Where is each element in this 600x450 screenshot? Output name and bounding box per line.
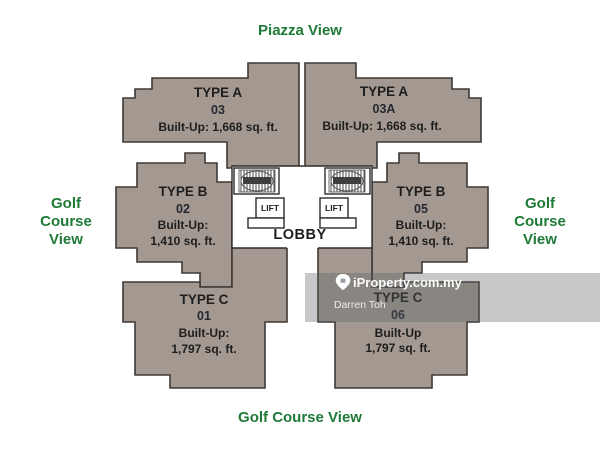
iproperty-pin-house-icon [341, 279, 346, 283]
view-label-left-line2: Course [40, 213, 92, 230]
lobby-label: LOBBY [273, 227, 327, 243]
unit-a03a-type: TYPE A [359, 84, 409, 99]
unit-c06-builtup-label: Built-Up [374, 326, 422, 340]
view-label-left-line1: Golf [51, 195, 81, 212]
lobby-core [232, 166, 372, 248]
unit-b05-type: TYPE B [396, 184, 446, 199]
unit-b05 [372, 153, 488, 287]
unit-c06-builtup-value: 1,797 sq. ft. [365, 341, 431, 355]
unit-b05-builtup-label: Built-Up: [395, 218, 447, 232]
unit-b02 [116, 153, 232, 287]
view-label-top: Piazza View [258, 22, 342, 39]
unit-a03-builtup: Built-Up: 1,668 sq. ft. [158, 120, 278, 134]
watermark [305, 273, 600, 322]
watermark-brand: iProperty.com.my [353, 275, 462, 290]
unit-b02-number: 02 [176, 202, 190, 216]
unit-b05-number: 05 [414, 202, 428, 216]
lift-left-label: LIFT [261, 203, 279, 213]
unit-a03a-number: 03A [372, 102, 396, 116]
stairwell-right [325, 168, 370, 194]
watermark-agent: Darren Toh [334, 299, 386, 311]
unit-b02-builtup-label: Built-Up: [157, 218, 209, 232]
stairwell-left [234, 168, 279, 194]
unit-c01-type: TYPE C [179, 292, 229, 307]
unit-a03a-builtup: Built-Up: 1,668 sq. ft. [322, 119, 442, 133]
unit-b02-builtup-value: 1,410 sq. ft. [150, 234, 216, 248]
unit-c01-number: 01 [197, 309, 211, 323]
unit-a03 [123, 63, 299, 168]
view-label-right-line1: Golf [525, 195, 555, 212]
stairwell-left-landing [243, 177, 271, 184]
unit-a03a [305, 63, 481, 168]
view-label-left-line3: View [49, 231, 83, 248]
unit-c01-builtup-label: Built-Up: [178, 326, 230, 340]
unit-b02-type: TYPE B [158, 184, 208, 199]
unit-a03-number: 03 [211, 103, 225, 117]
unit-b05-builtup-value: 1,410 sq. ft. [388, 234, 454, 248]
unit-c01-builtup-value: 1,797 sq. ft. [171, 342, 237, 356]
lift-right-label: LIFT [325, 203, 343, 213]
unit-a03-type: TYPE A [193, 85, 243, 100]
view-label-right-line3: View [523, 231, 557, 248]
view-label-left [40, 195, 92, 248]
stairwell-right-landing [333, 177, 361, 184]
view-label-right [514, 195, 566, 248]
view-label-right-line2: Course [514, 213, 566, 230]
view-label-bottom: Golf Course View [238, 409, 362, 426]
